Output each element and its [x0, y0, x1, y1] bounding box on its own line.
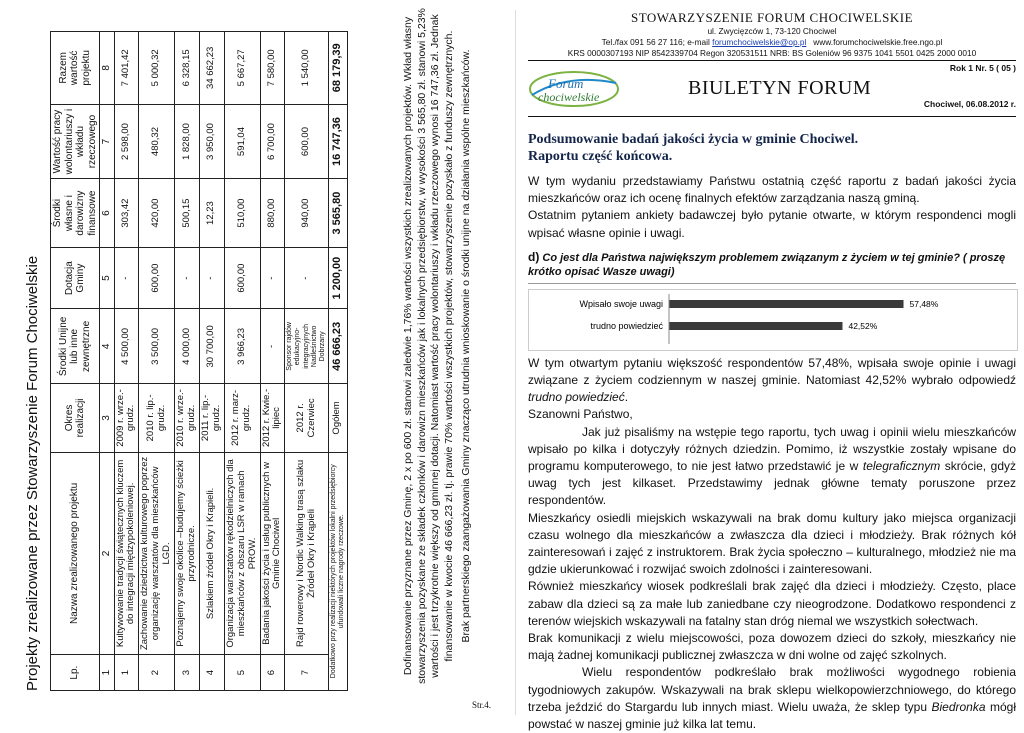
svg-text:Forum: Forum: [548, 76, 584, 91]
cell-gmina: -: [114, 247, 139, 309]
header-eu: Środki Unijne lub inne zewnętrzne: [51, 309, 100, 384]
header-own: Środki własne i darowizny finansowe: [51, 179, 100, 247]
cell-vol: 6 700,00: [260, 104, 285, 179]
masthead-rule: [528, 116, 1016, 117]
col-number: 4: [100, 309, 115, 384]
answers-chart-svg: [529, 290, 1017, 350]
cell-lp: 3: [175, 655, 200, 691]
category-label: Wpisało swoje uwagi: [579, 298, 663, 309]
sum-own: 3 565,80: [328, 179, 347, 247]
cell-vol: 591,04: [224, 104, 260, 179]
cell-eu: -: [260, 309, 285, 384]
header-name: Nazwa zrealizowanego projektu: [51, 452, 100, 655]
cell-gmina: -: [285, 247, 328, 309]
cell-name: Badania jakości życia i usług publicznych w Gminie Chociwel: [260, 452, 285, 655]
result-paragraph: [528, 355, 1016, 407]
issue-number: Rok 1 Nr. 5 ( 05 ): [949, 63, 1016, 73]
table-row: [175, 32, 200, 691]
question-rule: [528, 283, 1016, 284]
header-lp: Lp.: [51, 655, 100, 691]
p5-italic: Biedronka: [931, 699, 986, 714]
table-row: [114, 32, 139, 691]
page-divider: [515, 10, 516, 715]
cell-period: 2012 r. Kwie.-lipiec: [260, 384, 285, 452]
table-row: [285, 32, 328, 691]
email-link[interactable]: forumchociwelskie@op.pl: [712, 37, 807, 47]
cell-own: 500,15: [175, 179, 200, 247]
paragraph-culture: Mieszkańcy osiedli miejskich wskazywali na brak domu kultury jako miejsca organizacji czasu wolnego dla mieszkańców a zwłaszcza dla dzieci i młodzieży. Brak różnych kół zainteresowań i zajęć z instruktorem. Brak życia społeczno – kulturalnego, młodzież nie ma gdzie ukierunkować i rozwijać swoich zdolności i zainteresowani.: [528, 510, 1016, 577]
cell-eu: 4 000,00: [175, 309, 200, 384]
cell-own: 510,00: [224, 179, 260, 247]
sum-gmina: 1 200,00: [328, 247, 347, 309]
result-end: .: [624, 390, 629, 405]
right-page: [528, 10, 1016, 732]
cell-gmina: -: [199, 247, 224, 309]
header-total: Razem wartość projektu: [51, 32, 100, 105]
bulletin-title: BIULETYN FORUM: [688, 77, 872, 99]
cell-name: Rajd rowerowy i Nordic Walking trasą szlaku Źródeł Okry i Krąpieli: [285, 452, 328, 655]
contact-phone: Tel./fax 091 56 27 116; e-mail: [601, 37, 710, 47]
cell-eu: 3 966,23: [224, 309, 260, 384]
cell-total: 6 328,15: [175, 32, 200, 105]
cell-total: 5 667,27: [224, 32, 260, 105]
financing-summary: [402, 1, 478, 691]
cell-own: 880,00: [260, 179, 285, 247]
cell-own: 940,00: [285, 179, 328, 247]
category-label: trudno powiedzieć: [590, 320, 663, 331]
projects-title: Projekty zrealizowane przez Stowarzyszenie Forum Chociwelskie: [24, 255, 41, 691]
cell-lp: 4: [199, 655, 224, 691]
p1-end: skrócie, gdyż uwag tych jest kilkaset. Przedstawimy jednak główne tematy poruszone przez respondentów.: [528, 459, 1016, 508]
result-italic: trudno powiedzieć: [528, 390, 625, 405]
cell-eu: 30 700,00: [199, 309, 224, 384]
header-gmina: Dotacja Gminy: [51, 247, 100, 309]
article-body-main: [528, 355, 1016, 733]
cell-period: 2012 r. Czerwiec: [285, 384, 328, 452]
partnership-paragraph: Brak partnerskiego zaangażowania Gminy znacząco utrudnia wnioskowanie o środki unijne na działania wspólne mieszkańców.: [460, 49, 472, 643]
cell-period: 2012 r. marz-grudz.: [224, 384, 260, 452]
cell-vol: 600,00: [285, 104, 328, 179]
sum-total: 68 179,39: [328, 32, 347, 105]
cell-own: 303,42: [114, 179, 139, 247]
cell-gmina: 600,00: [139, 247, 175, 309]
col-number: 2: [100, 452, 115, 655]
cell-period: 2011 r. lip.-grudz.: [199, 384, 224, 452]
cell-period: 2010 r. lip.-grudz.: [139, 384, 175, 452]
table-row: [139, 32, 175, 691]
sum-label: Ogółem: [328, 384, 347, 452]
p1-text: Jak już pisaliśmy na wstępie tego raportu, tych uwag i opinii wielu mieszkańców wpisało po kilka i dotyczyły różnych dziedzin. Pomimo, iż wszystkie zostały wpisane do programu komputerowego, to nie jest łatwo przedstawić je w: [528, 424, 1016, 474]
cell-lp: 2: [139, 655, 175, 691]
greeting: Szanowni Państwo,: [528, 407, 633, 422]
cell-eu: 3 500,00: [139, 309, 175, 384]
col-number: 8: [100, 32, 115, 105]
question-text: Co jest dla Państwa największym problemem związanym z życiem w tej gminie? ( proszę krótko opisać Wasze uwagi): [528, 251, 1006, 278]
cell-name: Zachowanie dziedzictwa kulturowego poprzez organizację warsztatów dla mieszkańców LGD.: [139, 452, 175, 655]
cell-name: Szlakiem źródeł Okry i Krąpieli.: [199, 452, 224, 655]
cell-gmina: 600,00: [224, 247, 260, 309]
table-number-row: [100, 32, 115, 691]
paragraph-shopping: [528, 664, 1016, 733]
col-number: 3: [100, 384, 115, 452]
cell-period: 2010 r. wrze.-grudz.: [175, 384, 200, 452]
article-headline: [528, 131, 1016, 165]
headline-line-1: Podsumowanie badań jakości życia w gminie Chociwel.: [528, 132, 859, 147]
cell-vol: 2 598,00: [114, 104, 139, 179]
intro-paragraph: W tym wydaniu przedstawiamy Państwu ostatnią część raportu z badań jakości życia mieszkańców oraz ich ocenę finalnych efektów zarządzania naszą gminą.: [528, 174, 1016, 206]
table-row: [260, 32, 285, 691]
table-row: [224, 32, 260, 691]
cell-total: 1 540,00: [285, 32, 328, 105]
rotated-content: [0, 0, 515, 705]
sum-vol: 16 747,36: [328, 104, 347, 179]
cell-lp: 7: [285, 655, 328, 691]
cell-name: Organizacja warsztatów rękodzielniczych dla mieszkańców z obszaru LSR w ramach PROW.: [224, 452, 260, 655]
paragraph-transport: Brak komunikacji z wielu miejscowości, poza dowozem dzieci do szkoły, mieszkańcy nie mają żadnej komunikacji publicznej zwłaszcza w dni wolne od zajęć szkolnych.: [528, 631, 1016, 663]
headline-line-2: Raportu część końcowa.: [528, 149, 673, 164]
cell-own: 420,00: [139, 179, 175, 247]
p1-italic: telegraficznym: [862, 459, 941, 474]
cell-lp: 5: [224, 655, 260, 691]
cell-total: 7 580,00: [260, 32, 285, 105]
org-registry: KRS 0000307193 NIP 8542339704 Regon 320531511 NRB: BS Goleniów 96 9375 1041 5501 0425 2000 0010: [567, 48, 977, 58]
header-rule: [528, 60, 1016, 61]
header-period: Okres realizacji: [51, 384, 100, 452]
cell-total: 7 401,42: [114, 32, 139, 105]
issue-date: Chociwel, 06.08.2012 r.: [923, 99, 1016, 109]
paragraph-villages: Również mieszkańcy wiosek podkreślali brak zajęć dla dzieci i młodzieży. Często, place zabaw dla dzieci są za małe lub zaniedbane czy nieogrodzone. Dodatkowo respondenci z terenów wiejskich wskazywali na fatalny stan dróg niemal we wszystkich sołectwach.: [528, 579, 1016, 628]
cell-own: 12,23: [199, 179, 224, 247]
p5-text: Wielu respondentów podkreślało brak możliwości wygodnego robienia tygodniowych zakupów. Wskazywali na brak sklepu wielkopowierzchniowego, do którego trzeba jeździć do Stargardu lub innych miast. Wielu uważa, że sklep typu: [528, 665, 1016, 714]
cell-lp: 1: [114, 655, 139, 691]
chart-bar: [669, 300, 904, 308]
org-name: STOWARZYSZENIE FORUM CHOCIWELSKIE: [630, 10, 914, 25]
cell-total: 34 662,23: [199, 32, 224, 105]
cell-period: 2009 r. wrze.-grudz.: [114, 384, 139, 452]
cell-gmina: -: [260, 247, 285, 309]
website-link[interactable]: www.forumchociwelskie.free.ngo.pl: [813, 37, 943, 47]
sum-eu: 46 666,23: [328, 309, 347, 384]
svg-text:chociwelskie: chociwelskie: [538, 90, 600, 104]
masthead: [528, 63, 1016, 115]
table-row: [199, 32, 224, 691]
org-address: ul. Zwycięzców 1, 73-120 Chociwel: [707, 26, 837, 36]
table-footnote: Dodatkowo przy realizacji niektórych projektów lokalni przedsiębiorcy ufundowali liczne nagrody rzeczowe.: [328, 452, 347, 690]
cell-lp: 6: [260, 655, 285, 691]
cell-vol: 1 828,00: [175, 104, 200, 179]
survey-question: [528, 250, 1016, 279]
value-label: 57,48%: [909, 298, 939, 309]
result-text: W tym otwartym pytaniu większość respondentów 57,48%, wpisała swoje opinie i uwagi związane z życiem codziennym w naszej gminie. Natomiast 42,52% wybrało odpowiedź: [528, 355, 1016, 388]
paragraph-opinions: [528, 424, 1016, 510]
org-contact: [528, 37, 1016, 48]
value-label: 42,52%: [848, 320, 878, 331]
header-vol: Wartość pracy wolontariuszy i wkładu rzeczowego: [51, 104, 100, 179]
question-letter: d): [528, 249, 540, 264]
cell-total: 5 000,32: [139, 32, 175, 105]
col-number: 7: [100, 104, 115, 179]
cell-vol: 480,32: [139, 104, 175, 179]
cell-name: Kultywowanie tradycji świątecznych kluczem do integracji międzypokoleniowej.: [114, 452, 139, 655]
col-number: 5: [100, 247, 115, 309]
left-page: [0, 0, 515, 725]
cell-name: Poznajemy swoje okolice –budujemy ścieżki przyrodnicze.: [175, 452, 200, 655]
p5-end: mógł powstać w naszej gminie już kilka lat temu.: [528, 699, 1016, 732]
col-number: 6: [100, 179, 115, 247]
forum-logo: [528, 69, 620, 109]
table-header-row: [51, 32, 100, 691]
intro-paragraph-2: Ostatnim pytaniem ankiety badawczej było pytanie otwarte, w którym respondenci mogli wpisać własne opinie i uwagi.: [528, 208, 1016, 240]
projects-table: [50, 31, 348, 691]
logo-swoosh-icon: [528, 69, 620, 109]
cell-eu-sponsor: Sponsor rajdów edukacyjno-integracyjnych Nadleśnictwo Dobrzany: [285, 309, 328, 384]
cell-vol: 3 950,00: [199, 104, 224, 179]
cell-gmina: -: [175, 247, 200, 309]
cell-eu: 4 500,00: [114, 309, 139, 384]
answers-chart: [528, 289, 1018, 351]
col-number: 1: [100, 655, 115, 691]
table-sum-row: [328, 32, 347, 691]
chart-bar: [669, 322, 842, 330]
financing-paragraph: Dofinansowanie przyznane przez Gminę, 2 x po 600 zł. stanowi zaledwie 1,76% wartości wszystkich zrealizowanych projektów. Wkład własny stowarzyszenia pozyskane ze składek członków i darowizn mieszkańców jak i lokalnych przedsiębiorstw, w wysokości 3 565,80 zł. stanowi 5,23% wartości i jest trzykrotnie większy od gminnej dotacji. Natomiast wartość pracy wolontariuszy i wkładu rzeczowego wynosi 16 747,36 zł. Jednak finansowanie w kwocie 46 666,23 zł. tj. prawie 70% wartości wszystkich projektów, stowarzyszenie pozyskało z funduszy zewnętrznych.: [402, 8, 455, 684]
page-number: Str.4.: [472, 700, 492, 710]
article-body: [528, 173, 1016, 242]
